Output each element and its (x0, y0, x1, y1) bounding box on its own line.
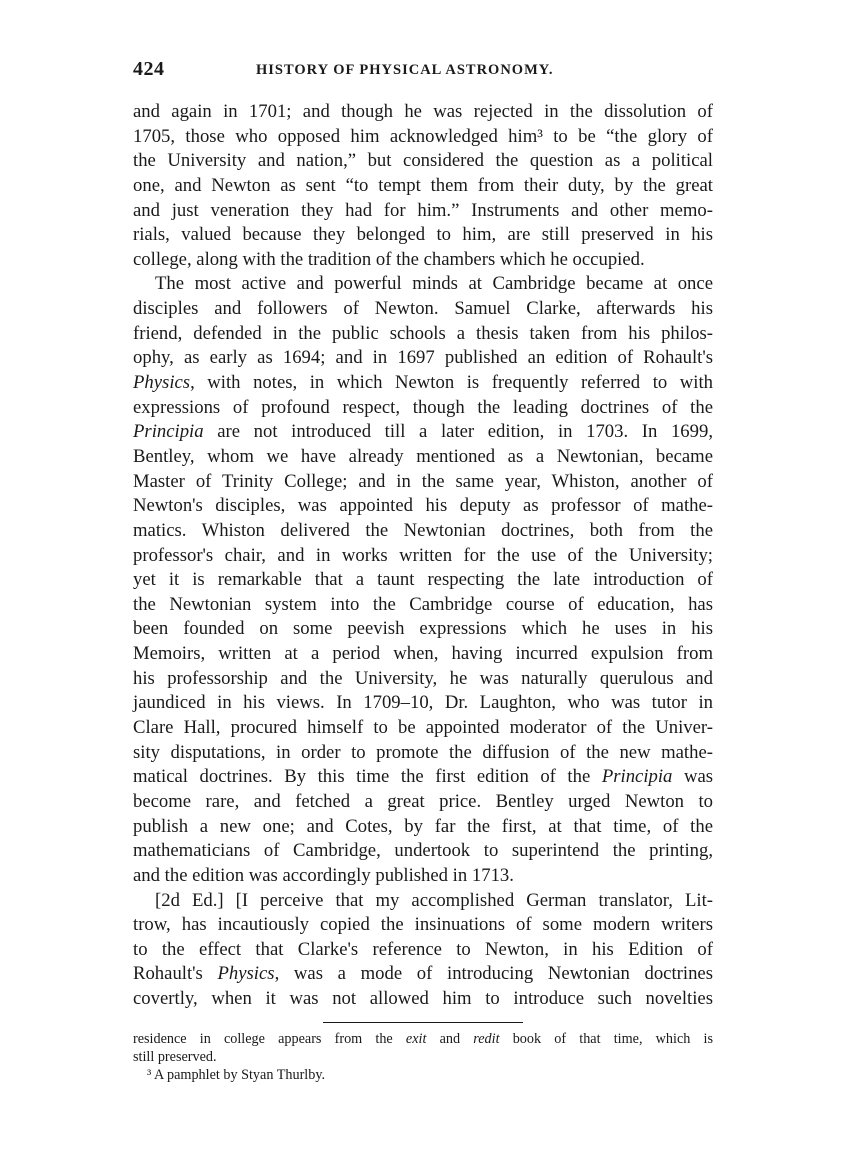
text-line: yet it is remarkable that a taunt respecting the late introduction of (133, 569, 713, 591)
footnote-divider (323, 1022, 523, 1023)
text-line: his professorship and the University, he was naturally querulous and (133, 667, 713, 689)
text-line: expressions of profound respect, though the leading doctrines of the (133, 396, 713, 418)
page-number: 424 (133, 58, 165, 80)
footnote-line: ³ A pamphlet by Styan Thurlby. (147, 1067, 326, 1083)
footnotes (133, 1030, 713, 1084)
text-line: Physics, with notes, in which Newton is frequently referred to with (133, 372, 713, 394)
text-line: Newton's disciples, was appointed his deputy as professor of mathe- (133, 495, 713, 517)
text-line: and again in 1701; and though he was rejected in the dissolution of (133, 101, 713, 122)
text-line: college, along with the tradition of the chambers which he occupied. (133, 248, 645, 270)
text-line: Clare Hall, procured himself to be appointed moderator of the Univer- (133, 717, 713, 739)
text-line: matics. Whiston delivered the Newtonian doctrines, both from the (133, 519, 713, 541)
text-line: Master of Trinity College; and in the same year, Whiston, another of (133, 470, 713, 492)
text-line: and just veneration they had for him.” Instruments and other memo- (133, 199, 713, 221)
text-line: the Newtonian system into the Cambridge course of education, has (133, 593, 713, 615)
body-text (133, 100, 713, 1012)
text-line: and the edition was accordingly published in 1713. (133, 864, 514, 886)
footnote-line: residence in college appears from the exit and redit book of that time, which is (133, 1031, 713, 1047)
text-line: matical doctrines. By this time the first edition of the Principia was (133, 766, 714, 788)
text-line: Rohault's Physics, was a mode of introducing Newtonian doctrines (133, 963, 713, 985)
text-line: been founded on some peevish expressions which he uses in his (133, 618, 713, 640)
book-page (133, 58, 714, 1083)
text-line: Bentley, whom we have already mentioned as a Newtonian, became (133, 445, 713, 467)
footnote-line: still preserved. (133, 1049, 217, 1065)
text-line: The most active and powerful minds at Cambridge became at once (155, 273, 713, 295)
text-line: become rare, and fetched a great price. Bentley urged Newton to (133, 790, 713, 812)
text-line: Principia are not introduced till a later edition, in 1703. In 1699, (133, 421, 713, 443)
text-line: professor's chair, and in works written for the use of the University; (133, 544, 713, 566)
running-head: HISTORY OF PHYSICAL ASTRONOMY. (256, 62, 554, 78)
text-line: publish a new one; and Cotes, by far the first, at that time, of the (133, 815, 713, 837)
text-line: to the effect that Clarke's reference to Newton, in his Edition of (133, 938, 713, 960)
page-header (133, 58, 713, 88)
text-line: Memoirs, written at a period when, having incurred expulsion from (133, 643, 713, 665)
text-line: friend, defended in the public schools a thesis taken from his philos- (133, 322, 713, 344)
text-line: disciples and followers of Newton. Samuel Clarke, afterwards his (133, 298, 713, 320)
text-line: mathematicians of Cambridge, undertook to superintend the printing, (133, 840, 713, 862)
text-line: the University and nation,” but considered the question as a political (133, 150, 713, 172)
text-line: rials, valued because they belonged to him, are still preserved in his (133, 224, 713, 246)
text-line: 1705, those who opposed him acknowledged him³ to be “the glory of (133, 125, 713, 147)
text-line: jaundiced in his views. In 1709–10, Dr. Laughton, who was tutor in (133, 692, 713, 714)
text-line: covertly, when it was not allowed him to introduce such novelties (133, 988, 713, 1010)
text-line: sity disputations, in order to promote the diffusion of the new mathe- (133, 741, 713, 763)
text-line: trow, has incautiously copied the insinuations of some modern writers (133, 914, 713, 936)
text-line: ophy, as early as 1694; and in 1697 published an edition of Rohault's (133, 347, 713, 369)
text-line: [2d Ed.] [I perceive that my accomplished German translator, Lit- (155, 889, 713, 911)
text-line: one, and Newton as sent “to tempt them from their duty, by the great (133, 174, 713, 196)
